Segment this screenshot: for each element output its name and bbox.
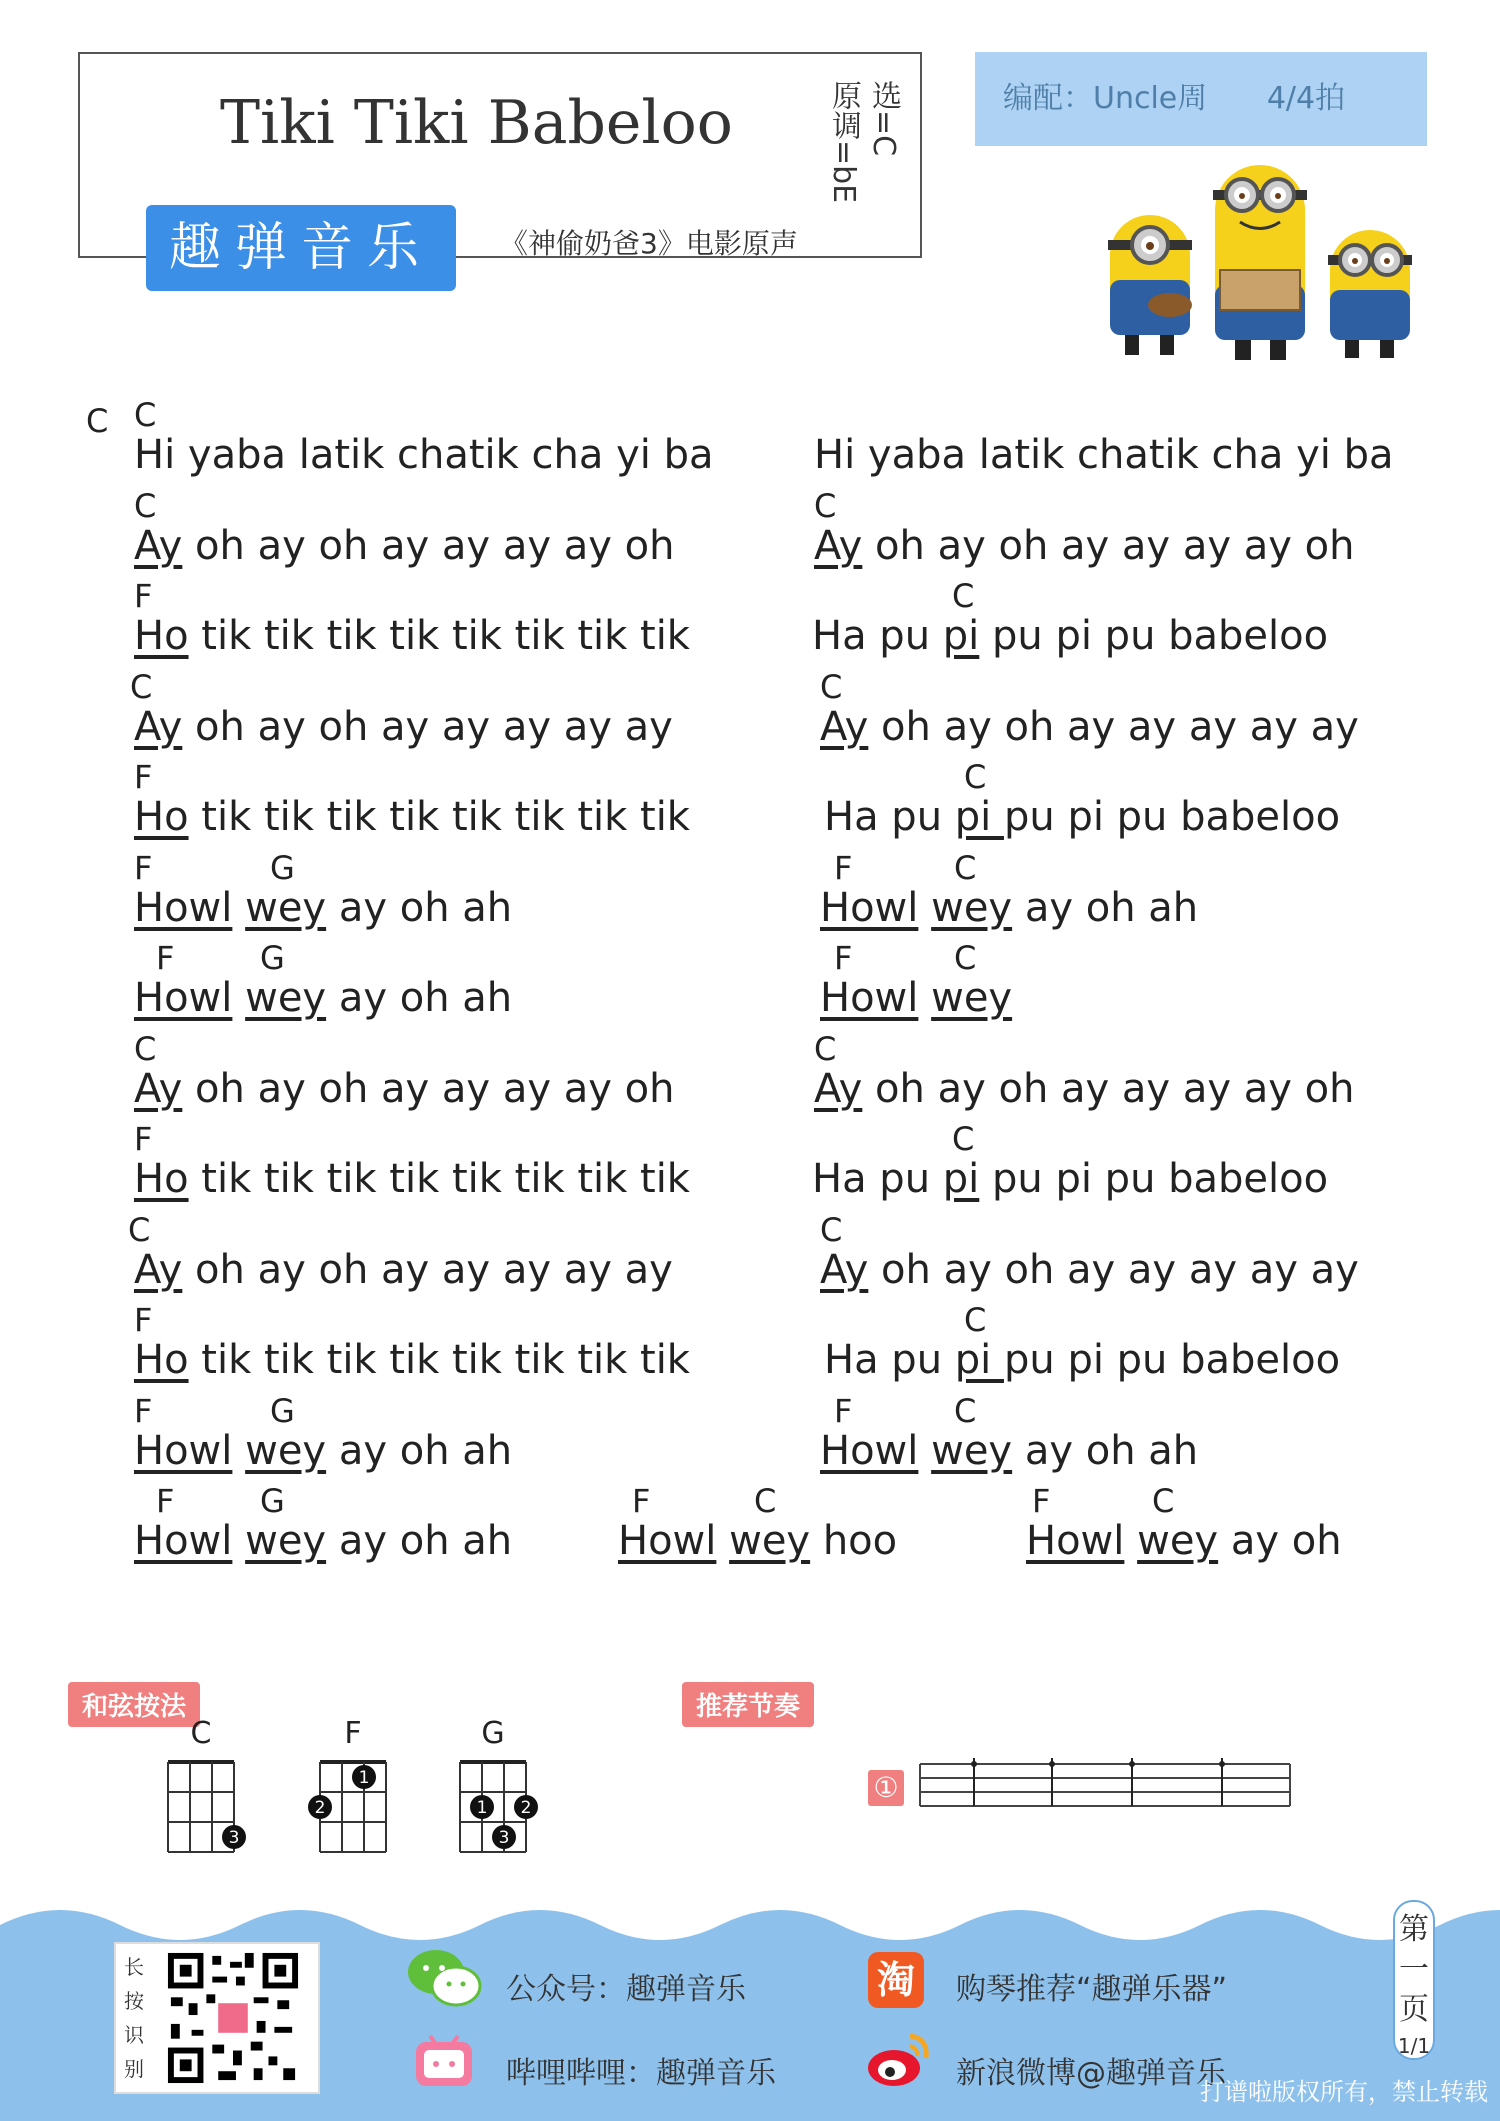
finger-number: 2 [314,1798,326,1818]
lyric-line [134,1428,512,1474]
lyric-chord-syllable: Howl [1026,1518,1125,1564]
chord-label: C [954,939,977,977]
lyric-text: Hi yaba latik chatik cha yi ba [814,432,1394,478]
chord-label: C [954,848,977,887]
song-title: Tiki Tiki Babeloo [220,88,733,158]
chord-diagram [440,1754,550,1864]
lyric-line [820,975,1012,1021]
chord-section-label: 和弦按法 [68,1682,200,1727]
chord-label: C [134,1029,157,1068]
lyric-text [232,885,245,931]
qr-caption: 长按识别 [124,1955,144,2081]
lyric-line [824,794,1340,840]
page-number: 1/1 [1397,2034,1431,2058]
chord-label: C [964,758,987,796]
lyric-text: ay oh [1218,1518,1342,1564]
finger-number: 3 [498,1828,510,1848]
lyric-line [814,432,1394,478]
chord-label: G [260,1482,285,1520]
bilibili-icon[interactable] [414,2034,474,2088]
lyric-chord-syllable: wey [245,1427,327,1474]
lyric-text: oh ay oh ay ay ay ay oh [862,522,1355,569]
lyric-chord-syllable: wey [245,975,327,1021]
lyric-chord-syllable: Ho [134,794,189,840]
lyric-text: ay oh ah [326,1518,513,1564]
chord-label: C [86,402,109,440]
lyric-text: ay oh ah [326,1427,513,1474]
lyric-text: ay oh ah [326,975,513,1021]
lyric-chord-syllable: pi [942,613,980,659]
finger-dot [222,1825,246,1849]
lyric-line [134,523,674,569]
lyric-chord-syllable: pi [954,1337,1004,1383]
chord-label: F [1032,1482,1051,1520]
chord-label: C [952,577,975,615]
lyric-line [820,1247,1359,1293]
lyric-text [918,885,931,931]
lyric-chord-syllable: Ay [814,522,863,569]
lyric-text: hoo [810,1518,898,1564]
lyric-text: tik tik tik tik tik tik tik tik [188,1156,690,1202]
rhythm-section-label: 推荐节奏 [682,1682,814,1727]
lyric-chord-syllable: Howl [134,1518,233,1564]
lyric-line [812,1156,1328,1202]
finger-dot [514,1795,538,1819]
chord-label: F [134,1120,153,1158]
lyric-chord-syllable: Howl [618,1518,717,1564]
finger-dot [492,1825,516,1849]
chord-label: F [156,939,175,977]
time-signature: 4/4拍 [1266,81,1346,116]
lyric-text [1124,1518,1137,1564]
lyric-chord-syllable: Ho [134,1156,189,1202]
lyric-chord-syllable: Howl [134,975,233,1021]
arranger: 编配：Uncle周 [1003,81,1208,116]
chord-label: F [632,1482,651,1520]
chord-diagram [300,1754,410,1864]
lyric-line [814,523,1354,569]
lyric-text: Ha pu [824,1337,955,1383]
qr-card [114,1942,320,2094]
lyric-text: Hi yaba latik chatik cha yi ba [134,432,714,478]
lyric-text: oh ay oh ay ay ay ay ay [182,1246,673,1293]
lyric-text: pu pi pu babeloo [1003,794,1341,840]
lyric-text: tik tik tik tik tik tik tik tik [188,613,690,659]
lyric-text [232,1428,245,1474]
lyric-line [134,885,512,931]
finger-number: 1 [476,1798,488,1818]
minions-illustration [1090,160,1430,365]
taobao-shop: 购琴推荐“趣弹乐器” [956,1972,1228,2007]
key-selected: 选=C [866,80,901,157]
lyric-text [918,975,931,1021]
chord-label: C [820,667,843,706]
lyric-chord-syllable: wey [931,1427,1013,1474]
chord-label: F [134,758,153,796]
lyric-line [134,1066,674,1112]
lyric-text: tik tik tik tik tik tik tik tik [188,1337,690,1383]
chord-label: C [954,1391,977,1430]
lyric-text: pu pi pu babeloo [979,613,1329,659]
lyric-chord-syllable: pi [954,794,1004,840]
chord-label: F [134,848,153,887]
lyric-line [820,704,1359,750]
page-indicator [1393,1900,1435,2060]
chord-label: C [964,1301,987,1339]
lyric-text [232,1518,245,1564]
lyric-chord-syllable: wey [729,1518,811,1564]
arranger-box [975,52,1427,146]
lyric-chord-syllable: wey [245,1518,327,1564]
chord-label: F [834,848,853,887]
finger-number: 2 [520,1798,532,1818]
chord-label: F [134,1301,153,1339]
subtitle: 《神偷奶爸3》电影原声 [500,227,798,260]
lyric-line [618,1518,897,1564]
brand-badge: 趣弹音乐 [146,205,456,291]
lyric-chord-syllable: Ay [134,1065,183,1112]
chord-label: F [134,577,153,615]
chord-label: G [270,848,295,887]
finger-dot [352,1765,376,1789]
lyric-chord-syllable: Howl [820,884,919,931]
lyric-line [820,1428,1198,1474]
lyric-chord-syllable: Howl [134,884,233,931]
chord-label: C [130,667,153,706]
chord-label: F [834,1391,853,1430]
lyric-chord-syllable: Howl [820,975,919,1021]
chord-label: C [814,1029,837,1068]
lyric-chord-syllable: pi [942,1156,980,1202]
lyric-text: tik tik tik tik tik tik tik tik [188,794,690,840]
rhythm-tab-staff [918,1756,1294,1816]
lyric-chord-syllable: wey [931,884,1013,931]
finger-dot [308,1795,332,1819]
chord-label: G [260,939,285,977]
lyric-chord-syllable: Ay [134,522,183,569]
lyric-line [134,1156,690,1202]
chord-diagram-name: C [190,1716,212,1751]
finger-number: 3 [228,1828,240,1848]
lyric-text: oh ay oh ay ay ay ay ay [182,703,673,750]
chord-label: C [134,396,157,434]
lyric-line [820,885,1198,931]
lyric-chord-syllable: wey [1137,1518,1219,1564]
lyric-chord-syllable: Howl [820,1427,919,1474]
chord-label: C [134,486,157,525]
lyric-text: Ha pu [812,1156,943,1202]
copyright-notice: 打谱啦版权所有，禁止转载 [1200,2078,1488,2106]
chord-label: F [134,1391,153,1430]
wechat-icon[interactable] [406,1946,482,2010]
lyric-text [918,1428,931,1474]
lyric-line [824,1337,1340,1383]
chord-label: C [1152,1482,1175,1520]
lyric-line [812,613,1328,659]
chord-label: F [834,939,853,977]
qr-code-icon[interactable] [164,1950,302,2086]
lyric-chord-syllable: Ay [134,703,183,750]
lyric-chord-syllable: wey [245,884,327,931]
taobao-icon[interactable]: 淘 [868,1952,924,2008]
wechat-account: 公众号：趣弹音乐 [506,1972,746,2007]
chord-label: C [814,486,837,525]
key-original: 原调=bE [826,80,861,204]
lyric-chord-syllable: Ay [134,1246,183,1293]
chord-label: C [754,1482,777,1520]
finger-dot [470,1795,494,1819]
lyric-chord-syllable: Ho [134,1337,189,1383]
lyric-chord-syllable: Ay [820,703,869,750]
lyric-line [134,794,690,840]
finger-number: 1 [358,1768,370,1788]
chord-diagram-name: F [344,1716,362,1751]
lyric-chord-syllable: Ho [134,613,189,659]
lyric-text: oh ay oh ay ay ay ay oh [182,522,675,569]
lyric-line [134,1247,673,1293]
lyric-text: Ha pu [824,794,955,840]
page-label: 第一页 [1399,1912,1429,2027]
lyric-line [134,1518,512,1564]
lyric-line [134,613,690,659]
lyric-text: oh ay oh ay ay ay ay ay [868,703,1359,750]
chord-label: C [820,1210,843,1249]
lyric-line [134,975,512,1021]
chord-diagram [148,1754,258,1864]
lyric-line [1026,1518,1342,1564]
chord-diagram-name: G [481,1716,505,1751]
weibo-account: 新浪微博@趣弹音乐 [956,2056,1226,2091]
lyric-text: oh ay oh ay ay ay ay ay [868,1246,1359,1293]
lyric-chord-syllable: Ay [820,1246,869,1293]
chord-label: F [156,1482,175,1520]
lyric-line [134,704,673,750]
rhythm-pattern-number: ① [868,1770,904,1806]
lyric-chord-syllable: Ay [814,1065,863,1112]
lyric-line [134,1337,690,1383]
lyric-line [134,432,714,478]
lyric-text: oh ay oh ay ay ay ay oh [862,1065,1355,1112]
lyric-text [232,975,245,1021]
lyric-chord-syllable: Howl [134,1427,233,1474]
lyric-text: oh ay oh ay ay ay ay oh [182,1065,675,1112]
lyric-text: ay oh ah [1012,884,1199,931]
chord-label: G [270,1391,295,1430]
lyric-text: pu pi pu babeloo [1003,1337,1341,1383]
lyric-text: pu pi pu babeloo [979,1156,1329,1202]
lyric-text: ay oh ah [1012,1427,1199,1474]
lyric-text: Ha pu [812,613,943,659]
bilibili-account: 哔哩哔哩：趣弹音乐 [506,2056,776,2091]
chord-label: C [952,1120,975,1158]
lyric-chord-syllable: wey [931,975,1013,1021]
lyric-text: ay oh ah [326,884,513,931]
lyric-text [716,1518,729,1564]
lyric-line [814,1066,1354,1112]
weibo-icon[interactable] [866,2030,932,2090]
chord-label: C [128,1210,151,1249]
